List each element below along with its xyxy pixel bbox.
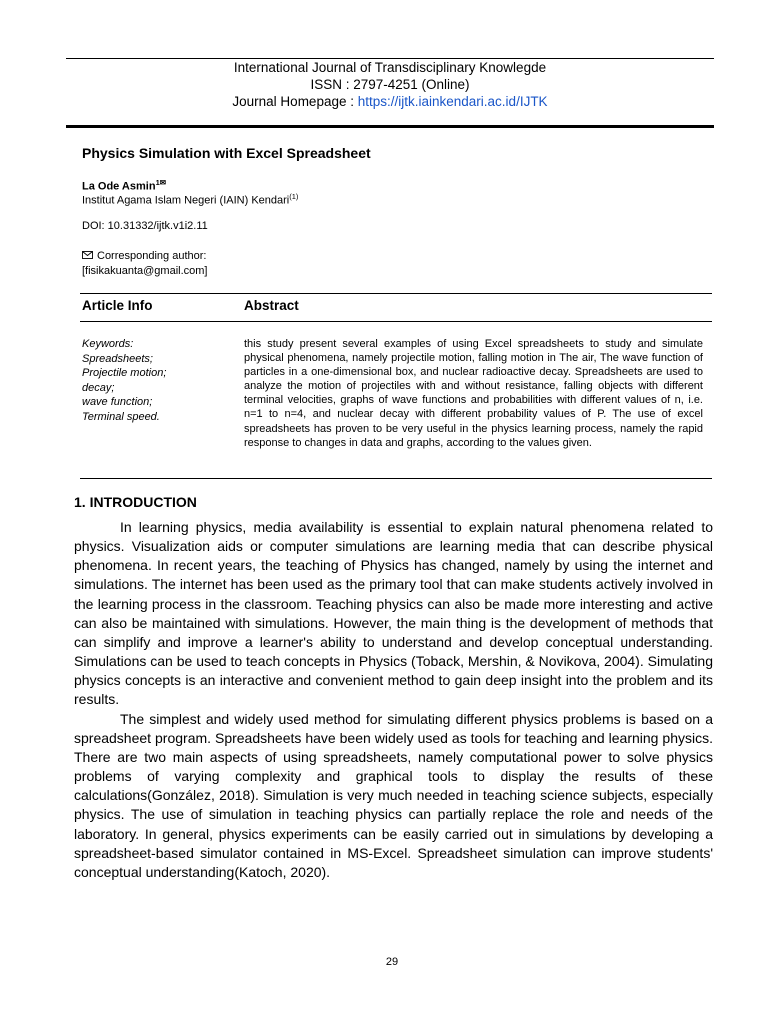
paragraph: The simplest and widely used method for simulating different physics problems is based on a spreadsheet program. Spreadsheets have been widely used as tools for teaching and learning physics. There are two main aspects of using spreadsheets, namely computational power to solve physics problems of varying complexity and graphical tools to display the results of these calculations(González, 2018). Simulation is very much needed in teaching science subjects, especially physics. The use of simulation in teaching physics can partially replace the role and needs of the laboratory. In general, physics experiments can be easily carried out in simulations by developing a spreadsheet-based simulator contained in MS-Excel. Spreadsheet simulation can improve students' conceptual understanding(Katoch, 2020). [74,710,713,880]
journal-name: International Journal of Transdisciplinary Knowlegde [233,60,547,75]
page-number: 29 [385,956,399,968]
article-title: Physics Simulation with Excel Spreadsheet [82,145,371,161]
abstract-heading: Abstract [244,298,299,313]
author-line [82,178,166,193]
header-bottom-rule [66,125,714,128]
paragraph: In learning physics, media availability is essential to explain natural phenomena related to physics. Visualization aids or computer simulations are learning media that can describe physical phenomena. In recent years, the teaching of Physics has changed, namely by using the internet and simulations. The internet has been used as the primary tool that can make students actively involved in the learning process in the classroom. Teaching physics can also be made more interesting and active can also be maintained with simulations. However, the main thing is the development of methods that can simplify and improve a learner's ability to understand and develop conceptual understanding. Simulations can be used to teach concepts in Physics (Toback, Mershin, & Novikova, 2004). Simulating physics concepts is an interactive and convenient method to gain deep insight into the problem and its results. [74,519,713,708]
homepage-link[interactable]: https://ijtk.iainkendari.ac.id/IJTK [357,94,548,109]
keyword-item: decay; [82,381,115,394]
journal-homepage [66,93,714,110]
journal-header [66,58,714,110]
corresponding-author [82,249,208,278]
introduction-body [74,518,713,882]
doi[interactable]: DOI: 10.31332/ijtk.v1i2.11 [82,220,208,232]
author-superscript: 1✉ [155,178,167,187]
affiliation-superscript: (1) [289,192,299,201]
abstract-text: this study present several examples of using Excel spreadsheets to study and simulate physical phenomena, namely projectile motion, falling motion in The air, The wave function of particles in a one-dimensional box, and nuclear radioactive decay. Spreadsheets are used to analyze the motion of projectiles with and without resistance, falling objects with different terminal velocities, graphs of wave functions and probabilities with different values of n, i.e. n=1 to n=4, and nuclear decay with different probability values of P. The use of excel spreadsheets has proven to be very useful in the physics learning process, namely the rapid response to changes in data and graphs, according to the values given. [244,338,703,449]
keyword-item: Spreadsheets; [82,352,153,365]
keywords-list [82,337,166,424]
keyword-item: Projectile motion; [82,367,167,379]
affiliation-name: Institut Agama Islam Negeri (IAIN) Kendari [82,194,290,207]
corresponding-email[interactable]: [fisikakuanta@gmail.com] [82,265,208,277]
corresponding-label: Corresponding author: [97,250,207,262]
author-name: La Ode Asmin [82,180,156,193]
article-info-heading: Article Info [82,298,153,313]
envelope-icon [82,250,93,264]
table-top-rule [80,293,712,294]
journal-issn: ISSN : 2797-4251 (Online) [310,77,470,92]
table-header-rule [80,321,712,322]
homepage-label: Journal Homepage : [232,94,358,109]
keyword-label: Keywords: [82,338,134,350]
keyword-item: Terminal speed. [82,410,160,423]
keyword-item: wave function; [82,396,153,408]
affiliation-line [82,192,298,207]
table-bottom-rule [80,478,712,479]
section-heading-introduction: 1. INTRODUCTION [74,494,197,510]
